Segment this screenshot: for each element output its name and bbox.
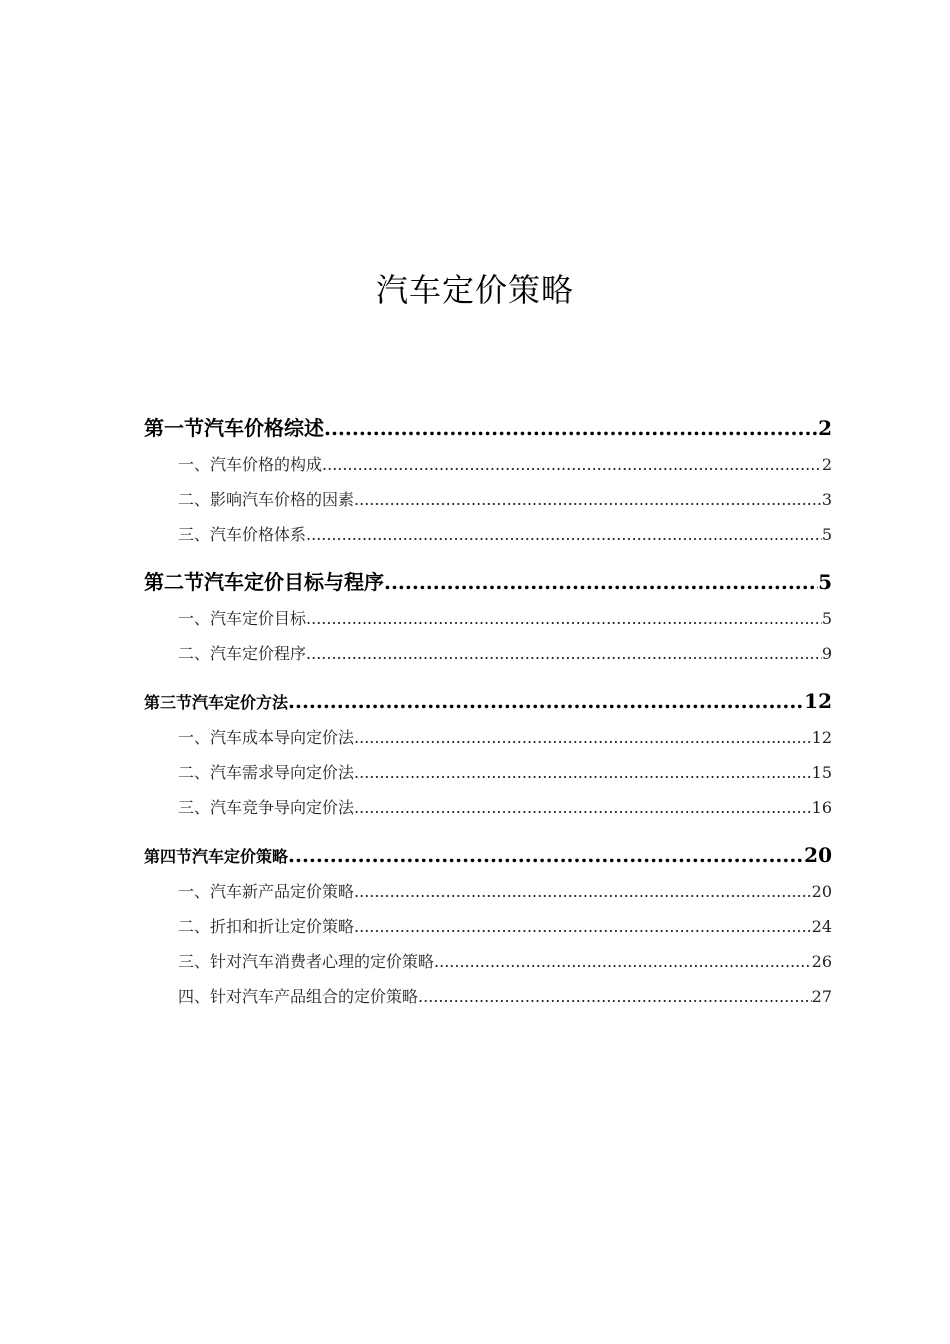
toc-entry-label: 二、汽车定价程序 — [178, 644, 307, 663]
toc-entry-page: 20 — [811, 882, 832, 901]
toc-entry-page: 12 — [811, 728, 832, 747]
toc-entry-label: 一、汽车定价目标 — [178, 609, 307, 628]
dot-leader — [306, 601, 822, 636]
toc-entry-page: 26 — [811, 952, 832, 971]
toc-subsection[interactable] — [144, 482, 832, 517]
toc-entry-page: 16 — [811, 798, 832, 817]
toc-entry-label: 一、汽车价格的构成 — [178, 455, 323, 474]
dot-leader — [354, 909, 812, 944]
toc-entry-label: 三、汽车竞争导向定价法 — [178, 798, 355, 817]
toc-entry-page: 2 — [821, 455, 832, 474]
toc-entry-page: 5 — [818, 570, 832, 594]
toc-subsection[interactable] — [144, 601, 832, 636]
toc-entry-label: 第四节汽车定价策略 — [144, 847, 289, 866]
toc-entry-page: 12 — [804, 689, 832, 713]
toc-entry-label: 一、汽车成本导向定价法 — [178, 728, 355, 747]
toc-entry-label: 四、针对汽车产品组合的定价策略 — [178, 987, 419, 1006]
toc-subsection[interactable] — [144, 636, 832, 671]
toc-subsection[interactable] — [144, 447, 832, 482]
toc-section[interactable] — [144, 564, 832, 601]
toc-entry-label: 第二节汽车定价目标与程序 — [144, 570, 384, 594]
toc-subsection[interactable] — [144, 755, 832, 790]
toc-section[interactable] — [144, 837, 832, 874]
toc-subsection[interactable] — [144, 909, 832, 944]
dot-leader — [288, 837, 804, 874]
toc-entry-label: 第三节汽车定价方法 — [144, 693, 289, 712]
toc-subsection[interactable] — [144, 979, 832, 1014]
dot-leader — [354, 482, 822, 517]
toc-entry-label: 二、汽车需求导向定价法 — [178, 763, 355, 782]
toc-entry-label: 二、折扣和折让定价策略 — [178, 917, 355, 936]
toc-entry-page: 20 — [804, 843, 832, 867]
toc-entry-label: 第一节汽车价格综述 — [144, 416, 324, 440]
toc-section[interactable] — [144, 410, 832, 447]
dot-leader — [434, 944, 812, 979]
dot-leader — [322, 447, 822, 482]
toc-entry-page: 15 — [811, 763, 832, 782]
toc-entry-page: 2 — [818, 416, 832, 440]
dot-leader — [288, 683, 804, 720]
toc-entry-page: 3 — [821, 490, 832, 509]
toc-entry-page: 9 — [821, 644, 832, 663]
toc-section[interactable] — [144, 683, 832, 720]
dot-leader — [384, 564, 818, 601]
dot-leader — [306, 517, 822, 552]
dot-leader — [354, 755, 812, 790]
dot-leader — [418, 979, 812, 1014]
table-of-contents — [144, 410, 832, 1014]
dot-leader — [354, 874, 812, 909]
toc-entry-page: 27 — [811, 987, 832, 1006]
toc-entry-label: 二、影响汽车价格的因素 — [178, 490, 355, 509]
dot-leader — [354, 790, 812, 825]
toc-subsection[interactable] — [144, 790, 832, 825]
toc-entry-label: 一、汽车新产品定价策略 — [178, 882, 355, 901]
toc-entry-label: 三、针对汽车消费者心理的定价策略 — [178, 952, 435, 971]
toc-subsection[interactable] — [144, 944, 832, 979]
dot-leader — [306, 636, 822, 671]
toc-entry-page: 5 — [821, 525, 832, 544]
page-title: 汽车定价策略 — [375, 271, 574, 309]
toc-entry-label: 三、汽车价格体系 — [178, 525, 307, 544]
dot-leader — [354, 720, 812, 755]
toc-subsection[interactable] — [144, 517, 832, 552]
toc-entry-page: 5 — [821, 609, 832, 628]
dot-leader — [324, 410, 818, 447]
toc-subsection[interactable] — [144, 720, 832, 755]
toc-entry-page: 24 — [811, 917, 832, 936]
toc-subsection[interactable] — [144, 874, 832, 909]
